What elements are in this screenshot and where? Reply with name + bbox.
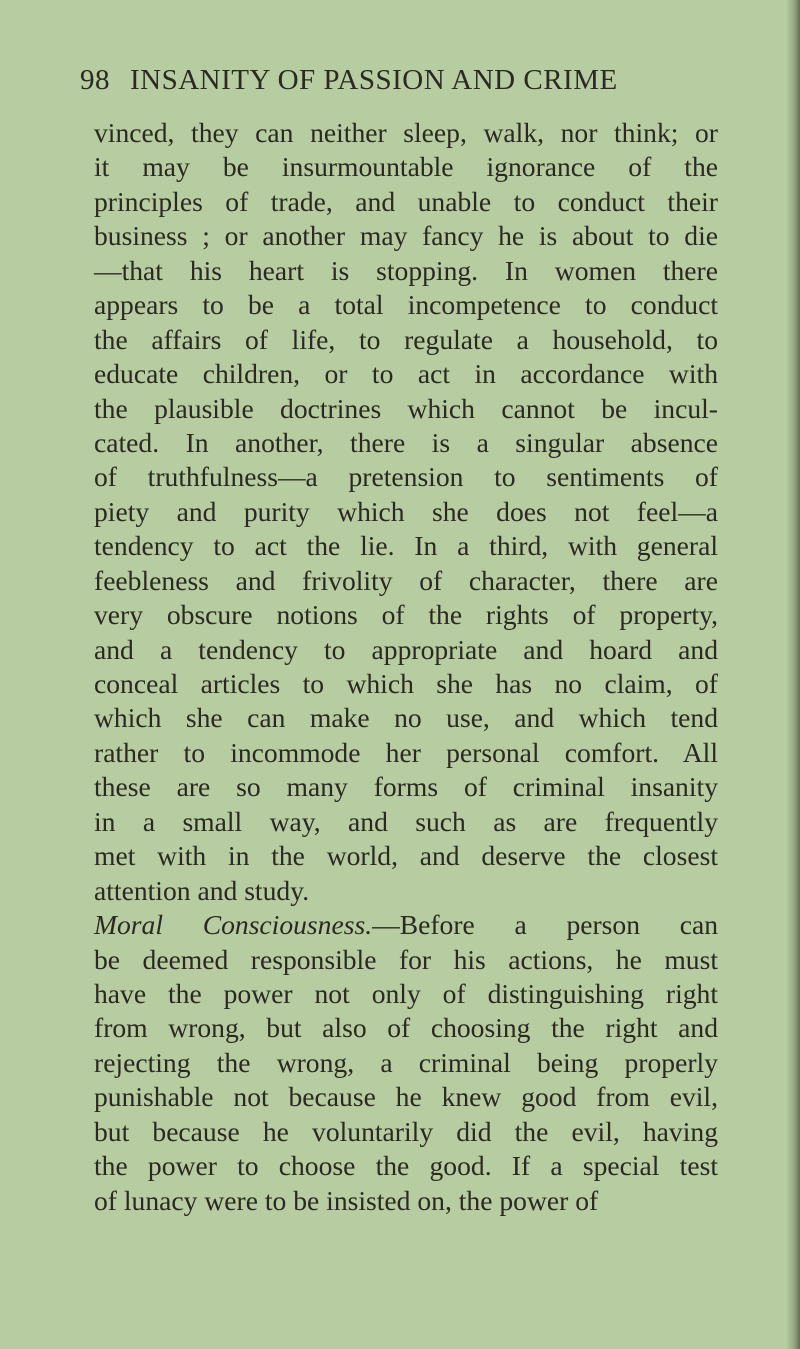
text-line: feebleness and frivolity of character, there are <box>94 564 718 596</box>
text-line: piety and purity which she does not feel—a <box>94 495 718 527</box>
text-line: rather to incommode her personal comfort. All <box>94 736 718 768</box>
text-line: but because he voluntarily did the evil, having <box>94 1115 718 1147</box>
section-first-line <box>94 908 718 942</box>
text-line: which she can make no use, and which tend <box>94 702 718 734</box>
text-line: vinced, they can neither sleep, walk, nor think; or <box>94 117 718 148</box>
text-line: these are so many forms of criminal insanity <box>94 771 718 803</box>
text-line: attention and study. <box>94 874 310 906</box>
text-line: it may be insurmountable ignorance of the <box>94 151 718 183</box>
text-line: tendency to act the lie. In a third, with general <box>94 530 718 562</box>
text-line: of lunacy were to be insisted on, the power of <box>94 1184 599 1216</box>
text-line: the power to choose the good. If a special test <box>94 1150 718 1182</box>
page-edge-shadow <box>786 0 800 1349</box>
section-line: —Before a person can <box>372 909 719 941</box>
text-line: of truthfulness—a pretension to sentiments of <box>94 461 718 493</box>
text-line: be deemed responsible for his actions, he must <box>94 943 718 975</box>
text-line: punishable not because he knew good from evil, <box>94 1081 718 1113</box>
text-line: cated. In another, there is a singular absence <box>94 426 718 458</box>
text-line: very obscure notions of the rights of property, <box>94 599 718 631</box>
text-line: educate children, or to act in accordance with <box>94 358 718 390</box>
text-line: and a tendency to appropriate and hoard and <box>94 633 718 665</box>
text-line: the plausible doctrines which cannot be incul- <box>94 392 718 424</box>
body-text <box>94 116 718 1218</box>
text-line: met with in the world, and deserve the closest <box>94 840 718 872</box>
text-line: rejecting the wrong, a criminal being properly <box>94 1046 718 1078</box>
text-line: conceal articles to which she has no claim, of <box>94 668 718 699</box>
text-line: —that his heart is stopping. In women there <box>94 254 718 286</box>
text-line: business ; or another may fancy he is about to die <box>94 220 718 252</box>
text-line: have the power not only of distinguishing right <box>94 977 718 1009</box>
text-line: appears to be a total incompetence to conduct <box>94 289 718 321</box>
running-title: INSANITY OF PASSION AND CRIME <box>130 64 618 96</box>
section-heading: Moral Consciousness. <box>94 909 373 941</box>
text-line: from wrong, but also of choosing the right and <box>94 1012 718 1044</box>
text-line: in a small way, and such as are frequently <box>94 805 718 837</box>
running-header <box>80 64 720 100</box>
text-line: the affairs of life, to regulate a household, to <box>94 323 718 355</box>
page-number: 98 <box>80 64 110 96</box>
text-line: principles of trade, and unable to conduct their <box>94 185 718 217</box>
